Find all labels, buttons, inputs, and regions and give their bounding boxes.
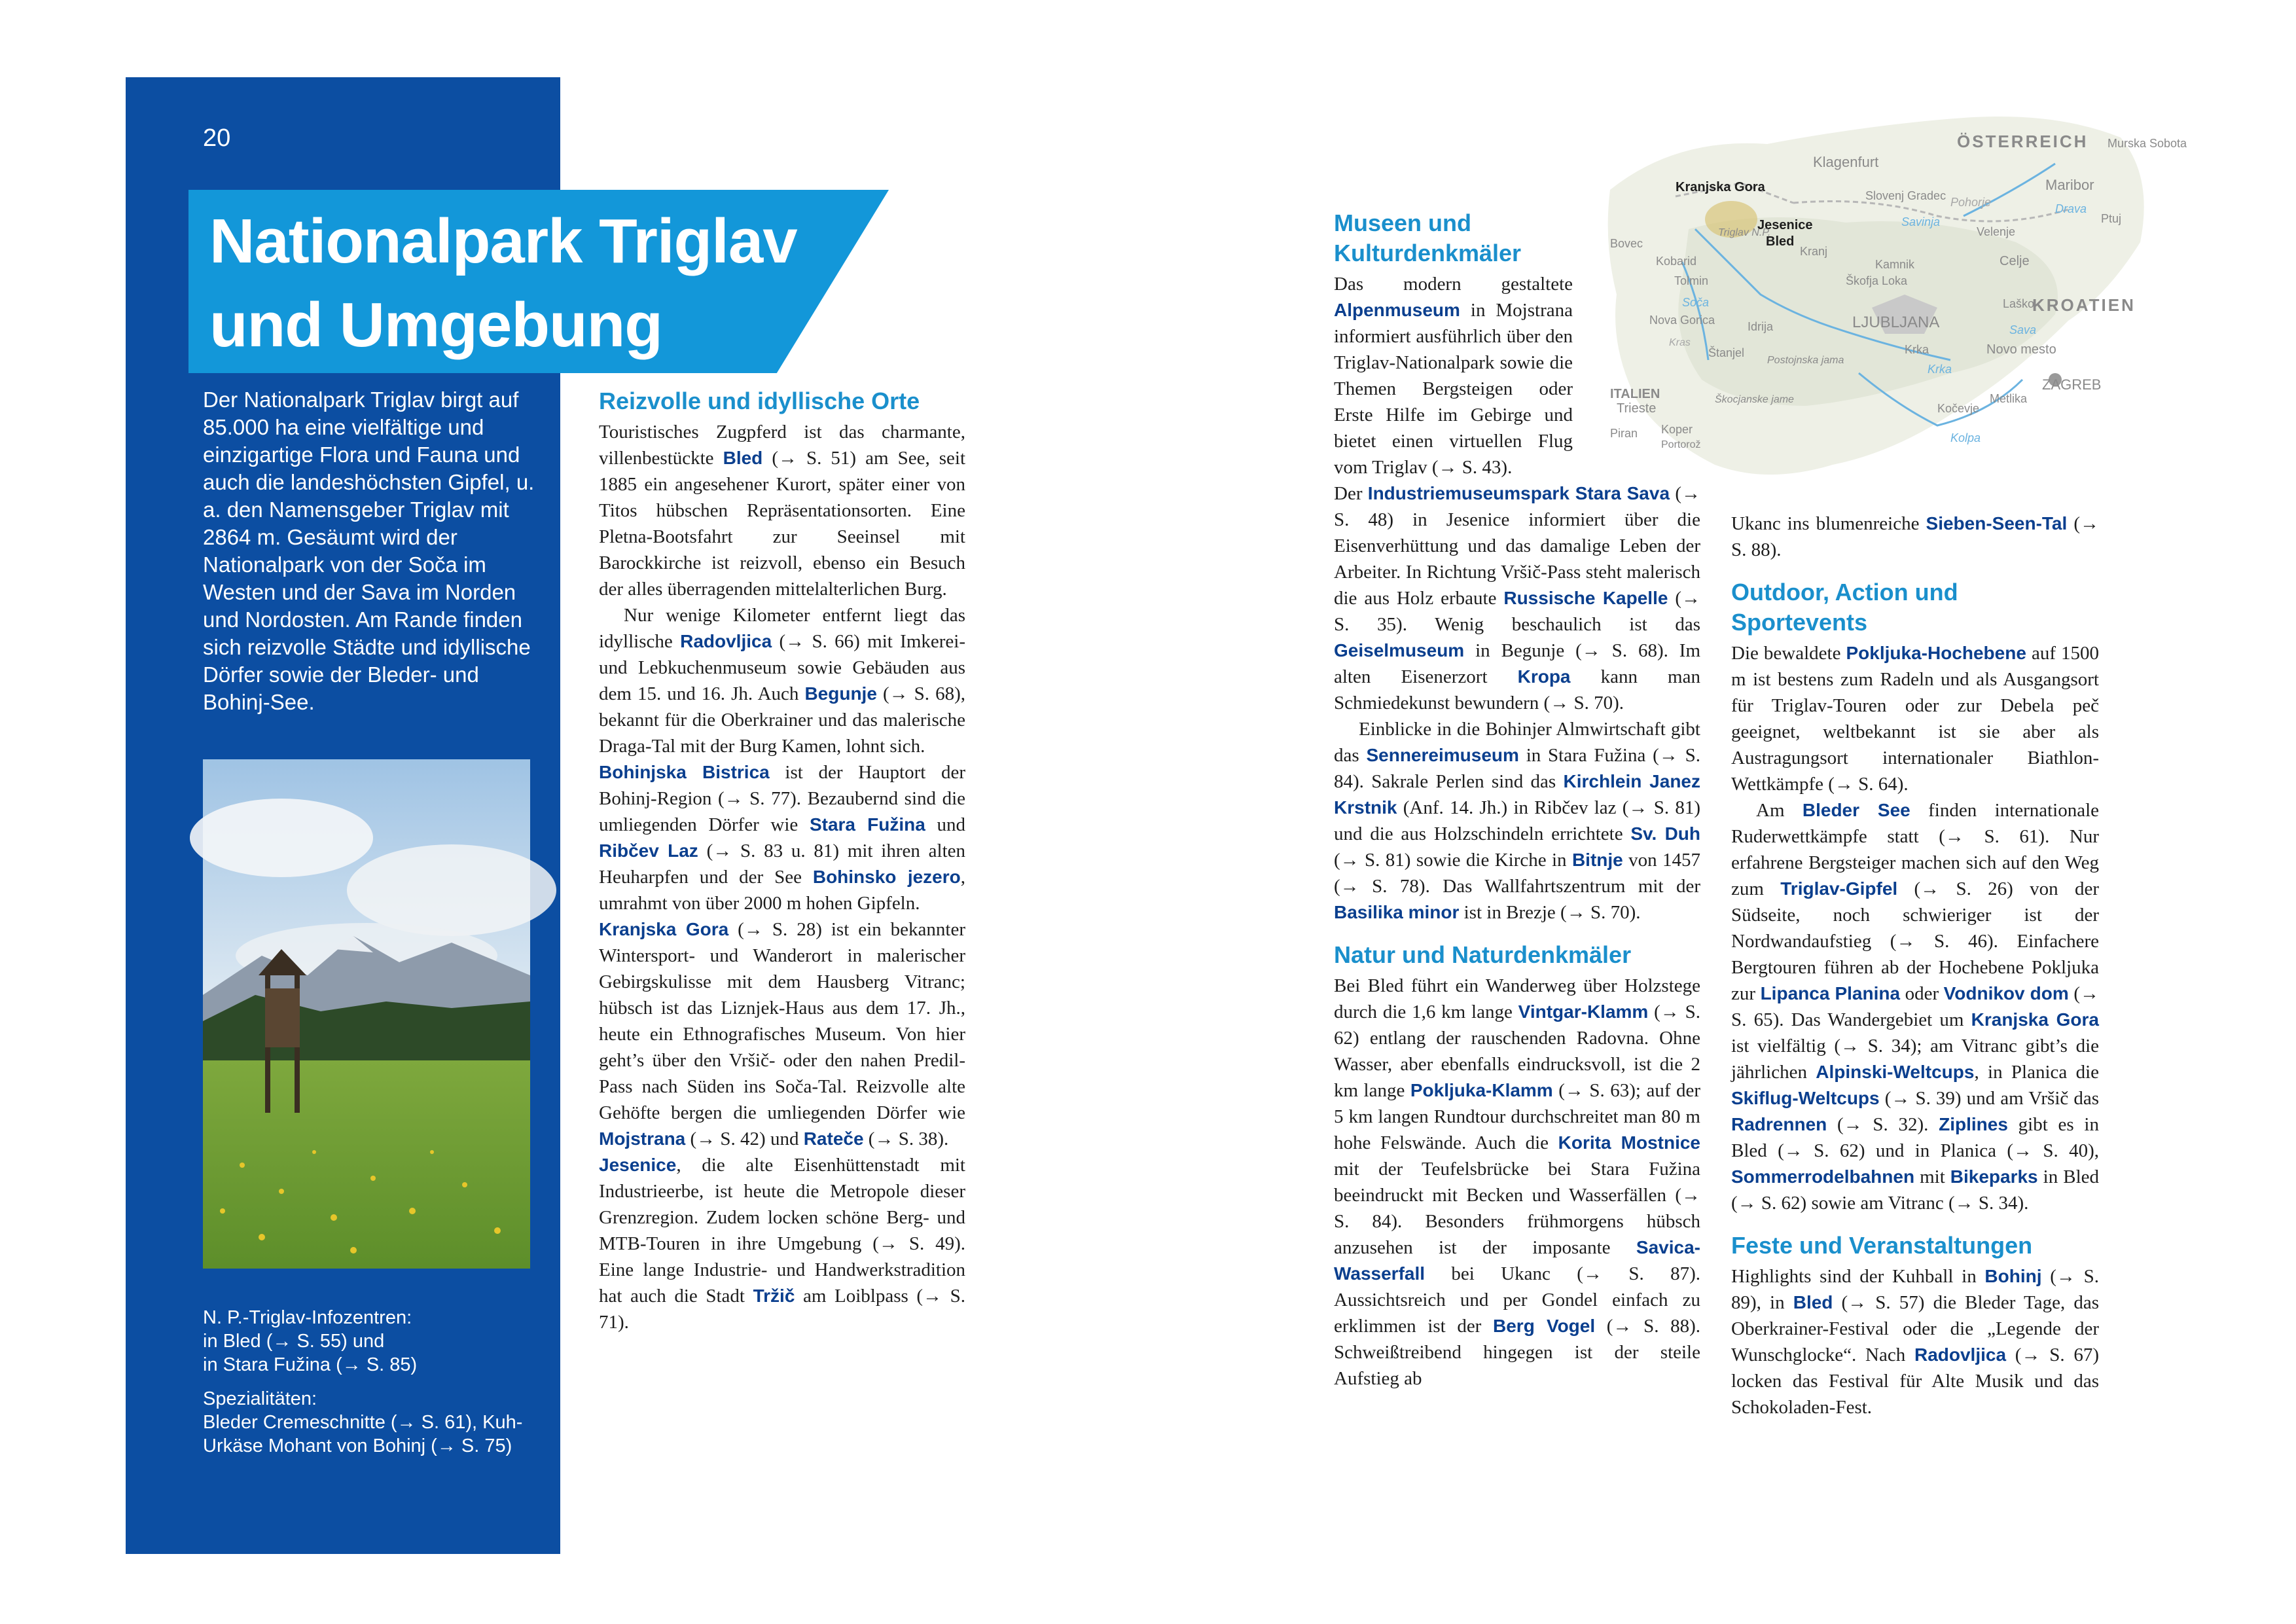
paragraph: Am Bleder See finden internationale Ruderwettkämpfe statt (→ S. 61). Nur erfahrene Bergsteiger machen sich auf den Weg zum Triglav-Gipfel (→ S. 26) von der Südseite, noch schwieriger ist der Nordwandaufstieg (→ S. 46). Einfachere Bergtouren führen ab der Hochebene Pokljuka zur Lipanca Planina oder Vodnikov dom (→ S. 65). Das Wandergebiet um Kranjska Gora ist vielfältig (→ S. 34); am Vitranc gibt’s die jährlichen Alpinski-Weltcups, in Planica die Skiflug-Weltcups (→ S. 39) und am Vršič das Radrennen (→ S. 32). Ziplines gibt es in Bled (→ S. 62) und in Planica (→ S. 40), Sommerrodelbahnen mit Bikeparks in Bled (→ S. 62) sowie am Vitranc (→ S. 34). [1731, 800, 2100, 1214]
info-specialties-1: Bleder Cremeschnitte (→ S. 61), Kuh- [203, 1412, 523, 1433]
map-label: Kras [1669, 337, 1691, 348]
place-link: Ziplines [1939, 1114, 2008, 1134]
meadow-photo [203, 759, 530, 1269]
paragraph: Das modern gestaltete Alpenmuseum in Mojstrana informiert ausführlich über den Triglav-Nationalpark sowie die Themen Bergsteigen oder Erste Hilfe im Gebirge und bietet einen virtuellen Flug vom Triglav (→ S. 43). [1334, 274, 1573, 478]
intro-text: Der Nationalpark Triglav birgt auf 85.000 ha eine vielfältige und einzigartige Flora und Fauna und auch die landeshöchsten Gipfel, u. a. den Namensgeber Triglav mit 2864 m. Gesäumt wird der Nationalpark von der Soča im Westen und der Sava im Norden und Nordosten. Am Rande finden sich reizvolle Städte und idyllische Dörfer sowie der Bleder- und Bohinj-See. [203, 388, 535, 714]
map-label: Krka [1928, 363, 1952, 376]
map-label: Velenje [1977, 225, 2016, 238]
place-link: Korita Mostnice [1558, 1132, 1701, 1153]
paragraph: Die bewaldete Pokljuka-Hochebene auf 1500 m ist bestens zum Radeln und als Ausgangsort für Triglav-Touren oder zur Debela peč geeignet, weltbekannt ist sie aber als Austragungsort internationaler Biathlon-Wettkämpfe (→ S. 64). [1731, 643, 2100, 795]
map-label: Škocjanske jame [1715, 394, 1794, 405]
place-link: Bohinjska Bistrica [599, 762, 770, 782]
place-link: Industriemuseumspark Stara Sava [1367, 483, 1670, 503]
place-link: Bled [723, 448, 763, 468]
map-label: Slovenj Gradec [1865, 189, 1946, 202]
region-map [1597, 98, 2187, 491]
map-label: Triglav N.P. [1718, 227, 1771, 238]
map-label: ÖSTERREICH [1957, 132, 2089, 151]
map-label: Bovec [1610, 237, 1643, 250]
place-link: Geiselmuseum [1334, 640, 1465, 660]
section-heading: Reizvolle und idyllische Orte [599, 388, 920, 414]
place-link: Bled [1793, 1292, 1833, 1312]
place-link: Begunje [804, 683, 877, 704]
map-label: Škofja Loka [1846, 274, 1908, 287]
place-link: Lipanca Planina [1760, 983, 1901, 1003]
place-link: Kranjska Gora [599, 919, 729, 939]
place-link: Kranjska Gora [1971, 1009, 2099, 1030]
map-label: Idrija [1748, 320, 1774, 333]
map-label: Jesenice [1757, 218, 1813, 232]
paragraph: Touristisches Zugpferd ist das charmante, villenbestückte Bled (→ S. 51) am See, seit 1885 ein angesehener Kurort, später einer von Titos hübschen Repräsentationsorten. Eine Pletna-Bootsfahrt zur Seeinsel mit Barockkirche ist reizvoll, ebenso ein Besuch der alles überragenden mittelalterlichen Burg. [599, 422, 965, 600]
section-heading: Natur und Naturdenkmäler [1334, 941, 1632, 968]
place-link: Basilika minor [1334, 902, 1460, 922]
column-1 [599, 386, 965, 1335]
place-link: Vintgar-Klamm [1518, 1001, 1649, 1022]
page-title [209, 200, 797, 367]
place-link: Triglav-Gipfel [1780, 878, 1898, 899]
map-label: Kranj [1800, 245, 1828, 258]
map-label: Tolmin [1674, 274, 1709, 287]
place-link: Sieben-Seen-Tal [1926, 513, 2068, 533]
place-link: Ribčev Laz [599, 840, 698, 861]
place-link: Sommerrodelbahnen [1731, 1166, 1915, 1187]
place-link: Radovljica [1914, 1344, 2007, 1365]
place-link: Russische Kapelle [1503, 588, 1668, 608]
map-label: Bled [1766, 234, 1795, 249]
place-link: Bohinsko jezero [812, 867, 961, 887]
info-specialties-label: Spezialitäten: [203, 1388, 317, 1409]
map-label: Krka [1905, 343, 1929, 356]
map-label: Koper [1661, 423, 1693, 436]
place-link: Rateče [803, 1128, 864, 1149]
paragraph: Nur wenige Kilometer entfernt liegt das idyllische Radovljica (→ S. 66) mit Imkerei- und Lebkuchenmuseum sowie Gebäuden aus dem 15. und 16. Jh. Auch Begunje (→ S. 68), bekannt für die Oberkrainer und das malerische Draga-Tal mit der Burg Kamen, lohnt sich. [599, 605, 965, 757]
map-label: Kamnik [1875, 258, 1915, 271]
paragraph: Bohinjska Bistrica ist der Hauptort der Bohinj-Region (→ S. 77). Bezaubernd sind die umliegenden Dörfer wie Stara Fužina und Ribčev Laz (→ S. 83 u. 81) mit ihren alten Heuharpfen und der See Bohinsko jezero, umrahmt von über 2000 m hohen Gipfeln. [599, 762, 966, 914]
place-link: Tržič [753, 1286, 795, 1306]
place-link: Mojstrana [599, 1128, 686, 1149]
paragraph: Einblicke in die Bohinjer Almwirtschaft gibt das Sennereimuseum in Stara Fužina (→ S. 84). Sakrale Perlen sind das Kirchlein Janez Krstnik (Anf. 14. Jh.) in Ribčev laz (→ S. 81) und die aus Holzschindeln errichtete Sv. Duh (→ S. 81) sowie die Kirche in Bitnje von 1457 (→ S. 78). Das Wallfahrtszentrum mit der Basilika minor ist in Brezje (→ S. 70). [1334, 719, 1701, 923]
place-link: Radrennen [1731, 1114, 1827, 1134]
place-link: Alpenmuseum [1334, 300, 1460, 320]
map-label: Laško [2003, 297, 2035, 310]
paragraph: Der Industriemuseumspark Stara Sava (→ S. 48) in Jesenice informiert über die Eisenverhüttung und das damalige Leben der Arbeiter. In Richtung Vršič-Pass steht malerisch die aus Holz erbaute Russische Kapelle (→ S. 35). Wenig beschaulich ist das Geiselmuseum in Begunje (→ S. 68). Im alten Eisenerzort Kropa kann man Schmiedekunst bewundern (→ S. 70). [1334, 483, 1700, 713]
paragraph: Highlights sind der Kuhball in Bohinj (→ S. 89), in Bled (→ S. 57) die Bleder Tage, das Oberkrainer-Festival oder die „Legende der Wunschglocke“. Nach Radovljica (→ S. 67) locken das Festival für Alte Musik und das Schokoladen-Fest. [1731, 1266, 2099, 1418]
map-label: Murska Sobota [2108, 137, 2187, 150]
info-centers-2: in Stara Fužina (→ S. 85) [203, 1354, 418, 1375]
map-label: Maribor [2045, 177, 2094, 193]
place-link: Sv. Duh [1630, 823, 1701, 844]
place-link: Savica-Wasserfall [1334, 1237, 1700, 1284]
info-specialties-2: Urkäse Mohant von Bohinj (→ S. 75) [203, 1435, 512, 1456]
place-link: Jesenice [599, 1155, 677, 1175]
map-label: Kranjska Gora [1676, 180, 1765, 194]
map-label: Ptuj [2101, 212, 2122, 225]
place-link: Kropa [1517, 666, 1571, 687]
section-heading: Outdoor, Action und Sportevents [1731, 579, 1958, 636]
place-link: Stara Fužina [809, 814, 925, 835]
place-link: Bikeparks [1950, 1166, 2038, 1187]
paragraph: Ukanc ins blumenreiche Sieben-Seen-Tal (→ S. 88). [1731, 513, 2099, 560]
place-link: Bleder See [1802, 800, 1910, 820]
column-3 [1731, 511, 2099, 1420]
place-link: Bitnje [1571, 850, 1623, 870]
section-heading: Feste und Veranstaltungen [1731, 1232, 2033, 1259]
map-label: Kolpa [1950, 431, 1981, 444]
place-link: Radovljica [680, 631, 772, 651]
paragraph: Bei Bled führt ein Wanderweg über Holzstege durch die 1,6 km lange Vintgar-Klamm (→ S. 62) entlang der rauschenden Radovna. Ohne Wasser, aber ebenfalls eindrucksvoll, ist die 2 km lange Pokljuka-Klamm (→ S. 63); auf der 5 km langen Rundtour durchschreitet man 80 m hohe Felswände. Auch die Korita Mostnice mit der Teufelsbrücke bei Stara Fužina beeindruckt mit Becken und Wasserfällen (→ S. 84). Besonders frühmorgens hübsch anzusehen ist der imposante Savica-Wasserfall bei Ukanc (→ S. 87). Aussichtsreich und per Gondel einfach zu erklimmen ist der Berg Vogel (→ S. 88). Schweißtreibend hingegen ist der steile Aufstieg ab [1334, 975, 1701, 1389]
map-label: Postojnska jama [1767, 355, 1844, 366]
map-label: Klagenfurt [1813, 154, 1879, 170]
map-label: Drava [2055, 202, 2087, 215]
map-label: Nova Gorica [1649, 314, 1715, 327]
map-label: Štanjel [1708, 346, 1745, 359]
place-link: Pokljuka-Klamm [1410, 1080, 1553, 1100]
title-line-2: und Umgebung [209, 290, 662, 360]
info-centers-label: N. P.-Triglav-Infozentren: [203, 1307, 412, 1328]
paragraph: Kranjska Gora (→ S. 28) ist ein bekannter Wintersport- und Wanderort in malerischer Gebirgskulisse mit dem Hausberg Vitranc; hübsch ist das Liznjek-Haus aus dem 17. Jh., heute ein Ethnografisches Museum. Von hier geht’s über den Vršič- oder den nahen Predil-Pass nach Süden ins Soča-Tal. Reizvolle alte Gehöfte bergen die umliegenden Dörfer wie Mojstrana (→ S. 42) und Rateče (→ S. 38). [599, 919, 965, 1149]
map-label: Trieste [1617, 401, 1657, 416]
map-label: KROATIEN [2032, 295, 2136, 315]
place-link: Bohinj [1984, 1266, 2042, 1286]
map-label: Kočevje [1937, 402, 1980, 415]
map-label: Kobarid [1656, 255, 1697, 268]
map-label: LJUBLJANA [1852, 314, 1940, 331]
place-link: Kirchlein Janez Krstnik [1334, 771, 1701, 818]
section-heading: Museen und Kulturdenkmäler [1334, 209, 1522, 266]
map-label: Sava [2009, 323, 2037, 336]
place-link: Alpinski-Weltcups [1816, 1062, 1975, 1082]
place-link: Skiflug-Weltcups [1731, 1088, 1880, 1108]
place-link: Sennereimuseum [1366, 745, 1519, 765]
page-number: 20 [203, 124, 231, 152]
map-label: Piran [1610, 427, 1638, 440]
info-centers-1: in Bled (→ S. 55) und [203, 1331, 385, 1352]
map-label: Metlika [1990, 392, 2028, 405]
place-link: Berg Vogel [1493, 1316, 1596, 1336]
place-link: Vodnikov dom [1943, 983, 2069, 1003]
map-label: Celje [2000, 254, 2030, 268]
map-label: Savinja [1901, 215, 1941, 228]
title-line-1: Nationalpark Triglav [209, 206, 797, 276]
map-label: Pohorje [1950, 196, 1992, 209]
info-box [203, 1306, 543, 1468]
paragraph: Jesenice, die alte Eisenhüttenstadt mit Industrieerbe, ist heute die Metropole dieser Grenzregion. Zudem locken schöne Berg- und MTB-Touren in ihre Umgebung (→ S. 49). Eine lange Industrie- und Handwerkstradition hat auch die Stadt Tržič am Loiblpass (→ S. 71). [599, 1155, 965, 1333]
map-label: ITALIEN [1610, 387, 1660, 401]
map-label: Portorož [1661, 439, 1701, 450]
map-label: ZAGREB [2042, 376, 2102, 393]
map-label: Soča [1682, 296, 1710, 309]
place-link: Pokljuka-Hochebene [1846, 643, 2026, 663]
map-label: Novo mesto [1986, 342, 2056, 357]
